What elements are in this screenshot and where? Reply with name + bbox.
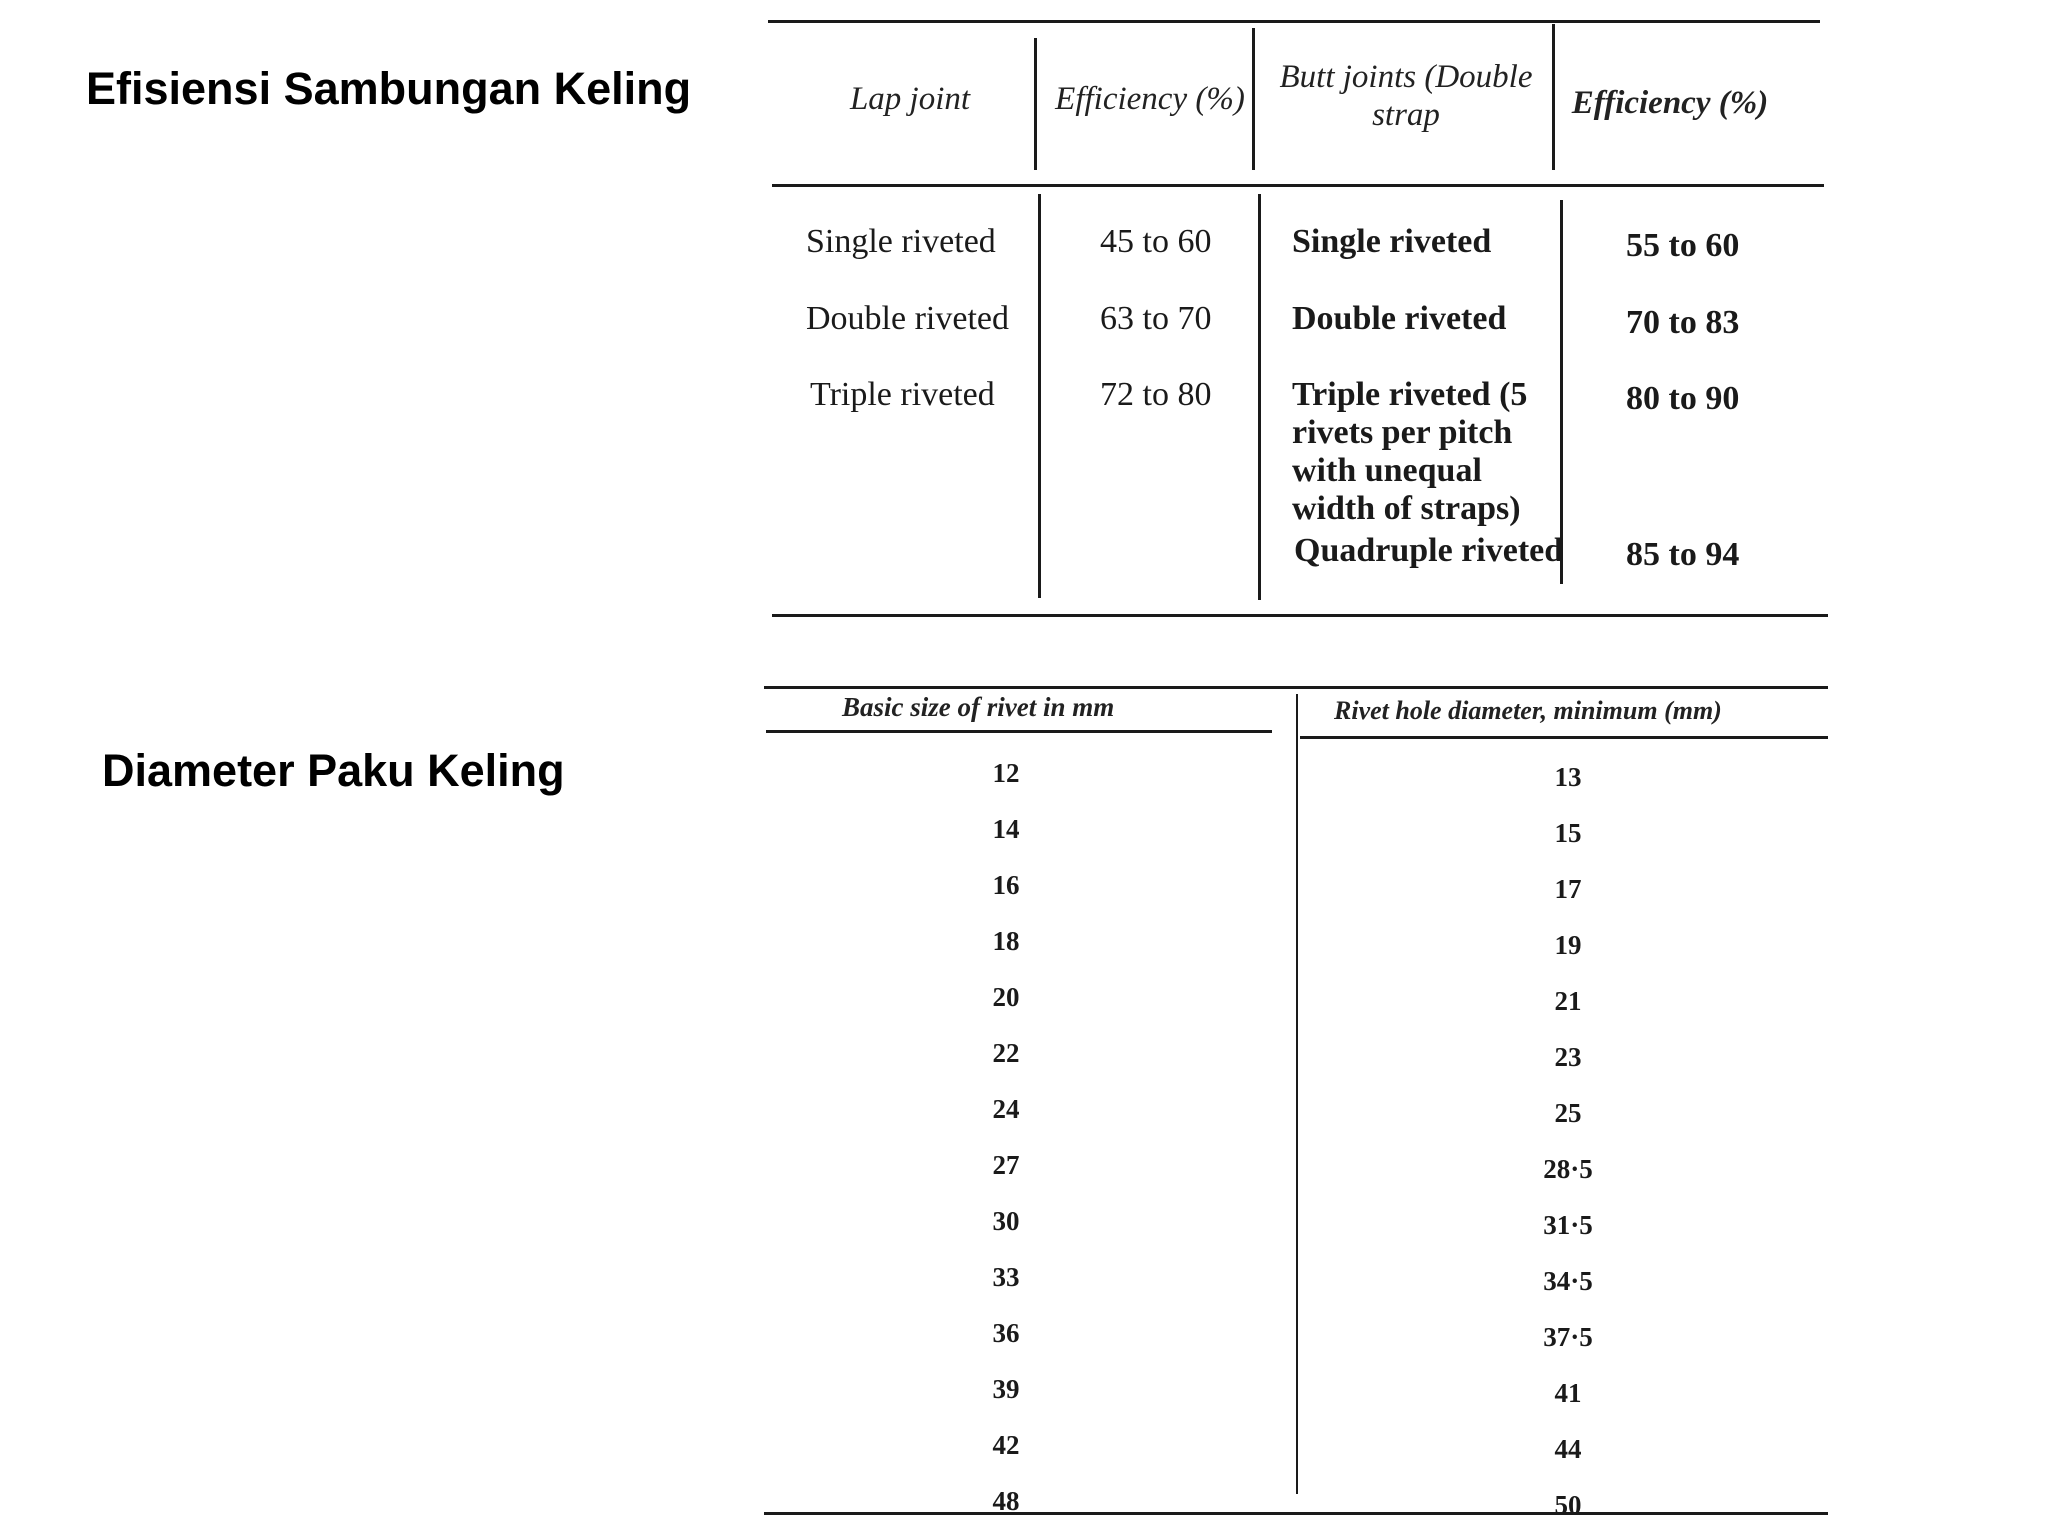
table-cell-butt-eff: 55 to 60 <box>1626 227 1740 264</box>
column-divider <box>1296 694 1298 1494</box>
table-cell-rivet-size: 18 <box>992 926 1020 956</box>
column-divider <box>1034 38 1037 170</box>
diameter-heading: Diameter Paku Keling <box>102 745 565 796</box>
table-cell-hole-diameter: 44 <box>1554 1434 1582 1464</box>
column-header-butt-joints: Butt joints (Double strap <box>1279 59 1533 133</box>
table-cell-butt: Double riveted <box>1292 300 1507 337</box>
table-cell-hole-diameter: 25 <box>1554 1098 1582 1128</box>
table-cell-butt-eff: 85 to 94 <box>1626 536 1740 573</box>
table-cell-rivet-size: 16 <box>992 870 1020 900</box>
table-rule-header <box>1300 736 1828 739</box>
table-rule-top <box>764 686 1828 689</box>
table-cell-hole-diameter: 41 <box>1554 1378 1582 1408</box>
table-cell-rivet-size: 30 <box>992 1206 1020 1236</box>
table-rule-bottom <box>772 614 1828 617</box>
table-rule-header <box>766 730 1272 733</box>
table-cell-rivet-size: 12 <box>992 758 1020 788</box>
table-cell-hole-diameter: 21 <box>1554 986 1582 1016</box>
table-cell-hole-diameter: 13 <box>1554 762 1582 792</box>
table-cell-hole-diameter: 15 <box>1554 818 1582 848</box>
table-cell-lap: Single riveted <box>806 223 996 260</box>
column-divider <box>1552 24 1555 170</box>
table-cell-lap-eff: 63 to 70 <box>1100 300 1212 337</box>
column-divider <box>1252 28 1255 170</box>
column-header-rivet-size: Basic size of rivet in mm <box>842 692 1115 722</box>
table-cell-rivet-size: 14 <box>992 814 1020 844</box>
table-cell-hole-diameter: 28·5 <box>1543 1154 1593 1184</box>
column-header-hole-diameter: Rivet hole diameter, minimum (mm) <box>1334 696 1722 725</box>
table-cell-lap-eff: 72 to 80 <box>1100 376 1212 413</box>
column-divider <box>1560 200 1563 584</box>
table-cell-butt-eff: 70 to 83 <box>1626 304 1740 341</box>
table-cell-rivet-size: 39 <box>992 1374 1020 1404</box>
table-cell-lap: Double riveted <box>806 300 1009 337</box>
column-header-lap-joint: Lap joint <box>849 81 971 117</box>
table-cell-hole-diameter: 34·5 <box>1543 1266 1593 1296</box>
table-rule-bottom <box>764 1512 1828 1515</box>
table-cell-rivet-size: 22 <box>992 1038 1020 1068</box>
table-rule-header <box>772 184 1824 187</box>
table-rule-top <box>768 20 1820 23</box>
table-cell-rivet-size: 24 <box>992 1094 1020 1124</box>
table-cell-rivet-size: 27 <box>992 1150 1020 1180</box>
table-cell-rivet-size: 48 <box>992 1486 1020 1516</box>
table-cell-hole-diameter: 50 <box>1554 1490 1582 1520</box>
table-cell-lap: Triple riveted <box>810 376 995 413</box>
column-header-efficiency-2: Efficiency (%) <box>1571 85 1769 121</box>
table-cell-hole-diameter: 37·5 <box>1543 1322 1593 1352</box>
table-cell-butt: Triple riveted (5 rivets per pitch with unequal width of straps) <box>1292 376 1528 527</box>
table-cell-hole-diameter: 23 <box>1554 1042 1582 1072</box>
table-cell-rivet-size: 20 <box>992 982 1020 1012</box>
column-divider <box>1038 194 1041 598</box>
table-cell-rivet-size: 36 <box>992 1318 1020 1348</box>
table-cell-rivet-size: 42 <box>992 1430 1020 1460</box>
table-cell-butt: Quadruple riveted <box>1294 532 1564 569</box>
table-cell-lap-eff: 45 to 60 <box>1100 223 1212 260</box>
table-cell-hole-diameter: 31·5 <box>1543 1210 1593 1240</box>
table-cell-butt: Single riveted <box>1292 223 1492 260</box>
column-divider <box>1258 194 1261 600</box>
table-cell-hole-diameter: 17 <box>1554 874 1582 904</box>
column-header-efficiency: Efficiency (%) <box>1055 81 1245 117</box>
table-cell-butt-eff: 80 to 90 <box>1626 380 1740 417</box>
table-cell-rivet-size: 33 <box>992 1262 1020 1292</box>
table-cell-hole-diameter: 19 <box>1554 930 1582 960</box>
efficiency-heading: Efisiensi Sambungan Keling <box>86 63 692 114</box>
